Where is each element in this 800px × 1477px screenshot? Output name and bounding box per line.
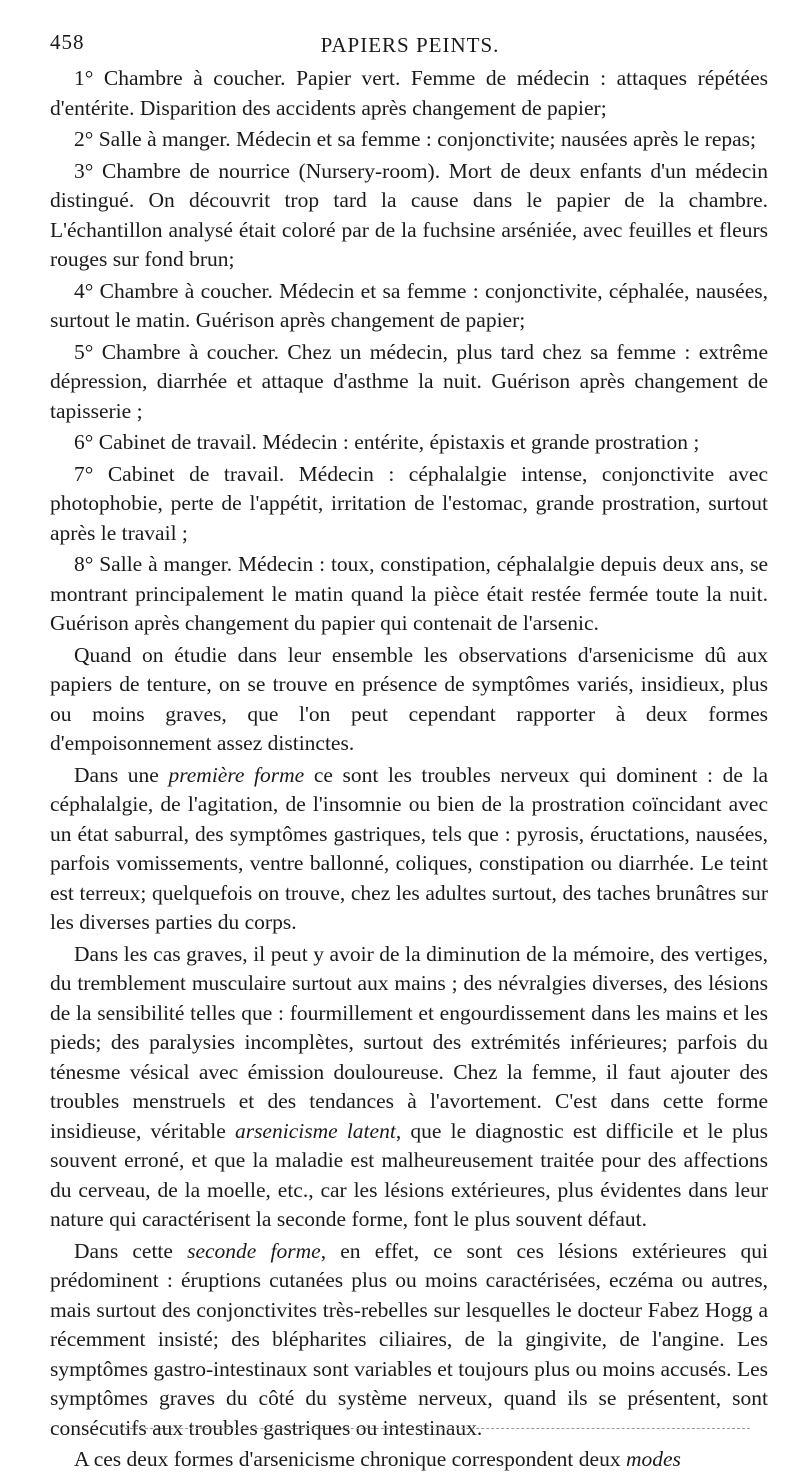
italic-phrase: première forme	[168, 762, 305, 787]
paragraph: Dans une première forme ce sont les troubles nerveux qui dominent : de la céphalalgie, de l'agitation, de l'insomnie ou bien de la prostration coïncidant avec un état saburral, des symptômes gastriques, tels que : pyrosis, éructations, nausées, parfois vomissements, ventre ballonné, coliques, constipation ou diarrhée. Le teint est terreux; quelquefois on trouve, chez les adultes surtout, des taches brunâtres sur les diverses parties du corps.	[50, 762, 768, 934]
paragraph: Quand on étudie dans leur ensemble les observations d'arsenicisme dû aux papiers de tenture, on se trouve en présence de symptômes variés, insidieux, plus ou moins graves, que l'on peut cependant rapporter à deux formes d'empoisonnement assez distinctes.	[50, 642, 768, 755]
paragraph: 7° Cabinet de travail. Médecin : céphalalgie intense, conjonctivite avec photophobie, perte de l'appétit, irritation de l'estomac, grande prostration, surtout après le travail ;	[50, 461, 768, 545]
running-title: PAPIERS PEINTS.	[320, 33, 500, 57]
paragraph: A ces deux formes d'arsenicisme chronique correspondent deux modes	[74, 1447, 681, 1471]
paragraph: 2° Salle à manger. Médecin et sa femme : conjonctivite; nausées après le repas;	[74, 127, 757, 151]
paragraph: 8° Salle à manger. Médecin : toux, constipation, céphalalgie depuis deux ans, se montrant principalement le matin quand la pièce était restée fermée toute la nuit. Guérison après changement du papier qui contenait de l'arsenic.	[50, 552, 768, 635]
paragraph: 6° Cabinet de travail. Médecin : entérite, épistaxis et grande prostration ;	[74, 430, 700, 454]
page-body	[50, 64, 768, 1477]
page-header	[50, 30, 770, 64]
paragraph: 3° Chambre de nourrice (Nursery-room). Mort de deux enfants d'un médecin distingué. On découvrit trop tard la cause dans le papier de la chambre. L'échantillon analysé était coloré par de la fuchsine arséniée, avec feuilles et fleurs rouges sur fond brun;	[50, 158, 768, 271]
italic-phrase: arsenicisme latent	[234, 1118, 396, 1143]
paragraph: 1° Chambre à coucher. Papier vert. Femme de médecin : attaques répétées d'entérite. Disparition des accidents après changement de papier;	[50, 66, 768, 120]
bottom-divider	[110, 1428, 750, 1429]
paragraph: Dans les cas graves, il peut y avoir de la diminution de la mémoire, des vertiges, du tremblement musculaire surtout aux mains ; des névralgies diverses, des lésions de la sensibilité telles que : fourmillement et engourdissement dans les mains et les pieds; des paralysies incomplètes, surtout des extrémités inférieures; parfois du ténesme vésical avec émission douloureuse. Chez la femme, il faut ajouter des troubles menstruels et des tendances à l'avortement. C'est dans cette forme insidieuse, véritable arsenicisme latent, que le diagnostic est difficile et le plus souvent erroné, et que la maladie est malheureusement traitée pour des affections du cerveau, de la moelle, etc., car les lésions extérieures, plus évidentes dans leur nature qui caractérisent la seconde forme, font le plus souvent défaut.	[50, 941, 769, 1231]
italic-phrase: modes	[625, 1447, 681, 1471]
paragraph: 4° Chambre à coucher. Médecin et sa femme : conjonctivite, céphalée, nausées, surtout le matin. Guérison après changement de papier;	[50, 278, 768, 332]
italic-phrase: seconde forme	[187, 1238, 321, 1263]
paragraph: Dans cette seconde forme, en effet, ce sont ces lésions extérieures qui prédominent : éruptions cutanées plus ou moins caractérisées, eczéma ou autres, mais surtout des conjonctivites très-rebelles sur lesquelles le docteur Fabez Hogg a récemment insisté; des blépharites ciliaires, de la gingivite, de l'angine. Les symptômes gastro-intestinaux sont variables et toujours plus ou moins accusés. Les symptômes graves du côté du système nerveux, quand ils se présentent, sont consécutifs aux troubles gastriques ou intestinaux.	[50, 1238, 768, 1440]
paragraph: 5° Chambre à coucher. Chez un médecin, plus tard chez sa femme : extrême dépression, diarrhée et attaque d'asthme la nuit. Guérison après changement de tapisserie ;	[50, 339, 768, 423]
page-number: 458	[50, 30, 85, 54]
